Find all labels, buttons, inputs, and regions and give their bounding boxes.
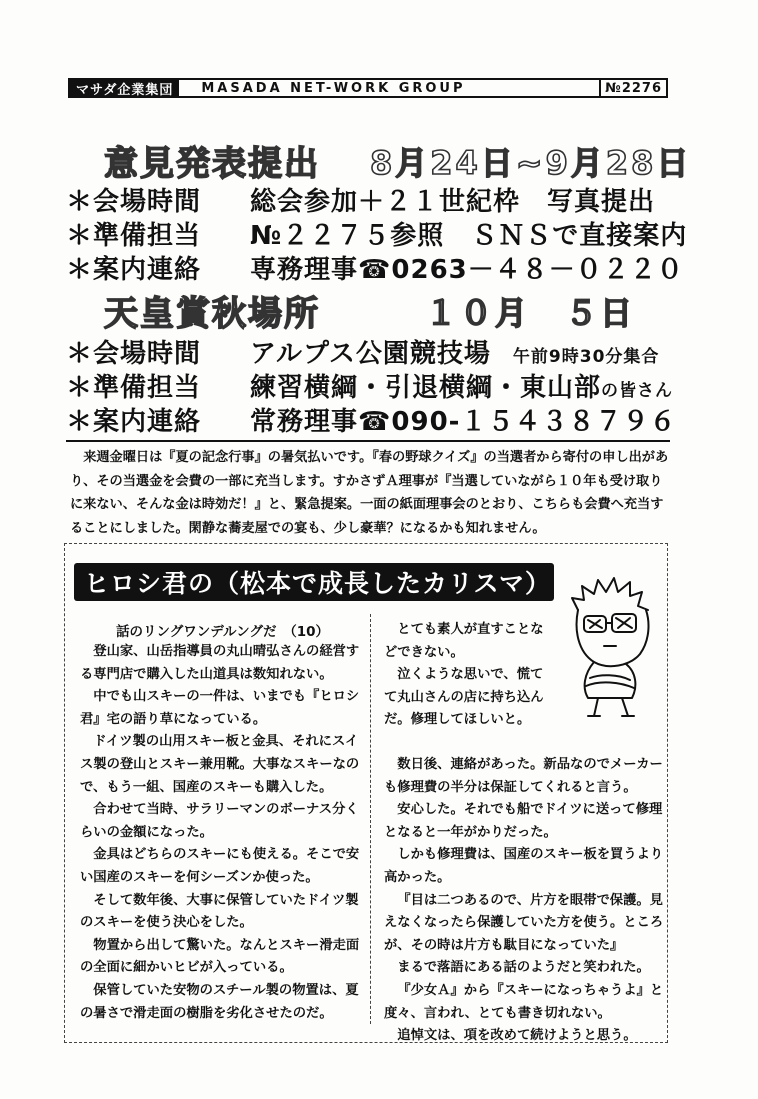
left-paragraph: 合わせて当時、サラリーマンのボーナス分くらいの金額になった。 xyxy=(80,802,359,840)
event-2-row-1-note: 午前9時30分集合 xyxy=(512,347,660,367)
event-2-row-2-value-text: 練習横綱・引退横綱・東山部 xyxy=(250,373,602,403)
right-paragraph: 安心した。それでも船でドイツに送って修理となると一年がかりだった。 xyxy=(384,802,663,840)
masthead xyxy=(68,78,668,98)
event-2-row-3-label: ＊案内連絡 xyxy=(66,407,202,437)
issue-number: №2276 xyxy=(599,80,666,96)
event-1-row-3-label: ＊案内連絡 xyxy=(66,255,202,285)
event-1-title: 意見発表提出 xyxy=(104,144,320,184)
hiroshi-cartoon-icon xyxy=(560,570,660,720)
event-1-row-3-value: 専務理事☎0263－４８－０２２０ xyxy=(250,255,684,285)
event-1-date: 8月24日~9月28日 xyxy=(370,144,692,182)
column-left-text xyxy=(80,641,360,1025)
right-paragraph: まるで落語にある話のようだと笑われた。 xyxy=(397,960,650,976)
event-2-row-1-value-text: アルプス公園競技場 xyxy=(250,339,491,369)
left-paragraph: 物置から出して驚いた。なんとスキー滑走面の全面に細かいヒビが入っている。 xyxy=(80,937,360,976)
event-2-row-1-label: ＊会場時間 xyxy=(66,339,202,369)
event-2-row-2-label: ＊準備担当 xyxy=(66,373,202,403)
left-paragraph: 登山家、山岳指導員の丸山晴弘さんの経営する専門店で購入した山道具は数知れない。 xyxy=(80,644,360,682)
event-2-row-3-value: 常務理事☎090-１５４３８７９６ xyxy=(250,407,677,437)
event-2-row-2-value xyxy=(250,367,673,404)
right-paragraph: 『目は二つあるので、片方を眼帯で保護。見えなくなったら保護していた方を使う。ところが、その時は片方も駄目になっていた』 xyxy=(384,892,664,953)
event-1-row-1-label: ＊会場時間 xyxy=(66,187,202,217)
left-paragraph: そして数年後、大事に保管していたドイツ製のスキーを使う決心をした。 xyxy=(80,892,359,931)
right-paragraph: 『少女Ａ』から『スキーになっちゃうよ』と度々、言われ、とても書き切れない。 xyxy=(384,982,664,1021)
event-2-date: １０月 ５日 xyxy=(425,294,636,332)
event-2-row-1-value xyxy=(250,333,659,370)
brand-name: マサダ企業集団 xyxy=(70,80,179,96)
network-name: MASADA NET-WORK GROUP xyxy=(201,80,466,96)
event-2-row-2-note: の皆さん xyxy=(601,381,674,401)
right-paragraph: 数日後、連絡があった。新品なのでメーカーも修理費の半分は保証してくれると言う。 xyxy=(384,757,663,795)
left-paragraph: 中でも山スキーの一件は、いまでも『ヒロシ君』宅の語り草になっている。 xyxy=(80,689,360,727)
left-paragraph: 金具はどちらのスキーにも使える。そこで安い国産のスキーを何シーズンか使った。 xyxy=(80,847,360,885)
event-2-title: 天皇賞秋場所 xyxy=(104,294,320,334)
column-banner: ヒロシ君の（松本で成長したカリスマ） xyxy=(74,563,554,601)
event-1-row-1-value: 総会参加＋２１世紀枠 写真提出 xyxy=(250,187,656,217)
column-right-text xyxy=(384,754,664,1048)
section-divider xyxy=(66,440,670,442)
notice-paragraph: 来週金曜日は『夏の記念行事』の暑気払いです。『春の野球クイズ』の当選者から寄付の申し出があり、その当選金を会費の一部に充当します。すかさずＡ理事が『当選していながら１０年も受け取りに来ない、そんな金は時効だ！』と、緊急提案。一面の紙面理事会のとおり、こちらも会費へ充当することにしました。閑静な蕎麦屋での宴も、少し豪華？になるかも知れません。 xyxy=(70,450,669,536)
column-divider xyxy=(370,614,371,1024)
event-1-row-2-value: №２２７５参照 ＳＮＳで直接案内 xyxy=(250,221,688,251)
right-paragraph: しかも修理費は、国産のスキー板を買うより高かった。 xyxy=(384,847,664,885)
right-paragraph: 泣くような思いで、慌てて丸山さんの店に持ち込んだ。修理してほしいと。 xyxy=(384,667,544,728)
left-paragraph: ドイツ製の山用スキー板と金具、それにスイス製の登山とスキー兼用靴。大事なスキーなので、もう一組、国産のスキーも購入した。 xyxy=(80,734,360,795)
column-subtitle: 話のリングワンデルングだ （10） xyxy=(116,624,329,640)
column-right-top-text xyxy=(384,619,552,732)
left-paragraph: 保管していた安物のスチール製の物置は、夏の暑さで滑走面の樹脂を劣化させたのだ。 xyxy=(80,982,359,1021)
right-paragraph: 追悼文は、項を改めて続けようと思う。 xyxy=(397,1028,637,1044)
event-1-row-2-label: ＊準備担当 xyxy=(66,221,202,251)
right-paragraph: とても素人が直すことなどできない。 xyxy=(384,622,544,660)
